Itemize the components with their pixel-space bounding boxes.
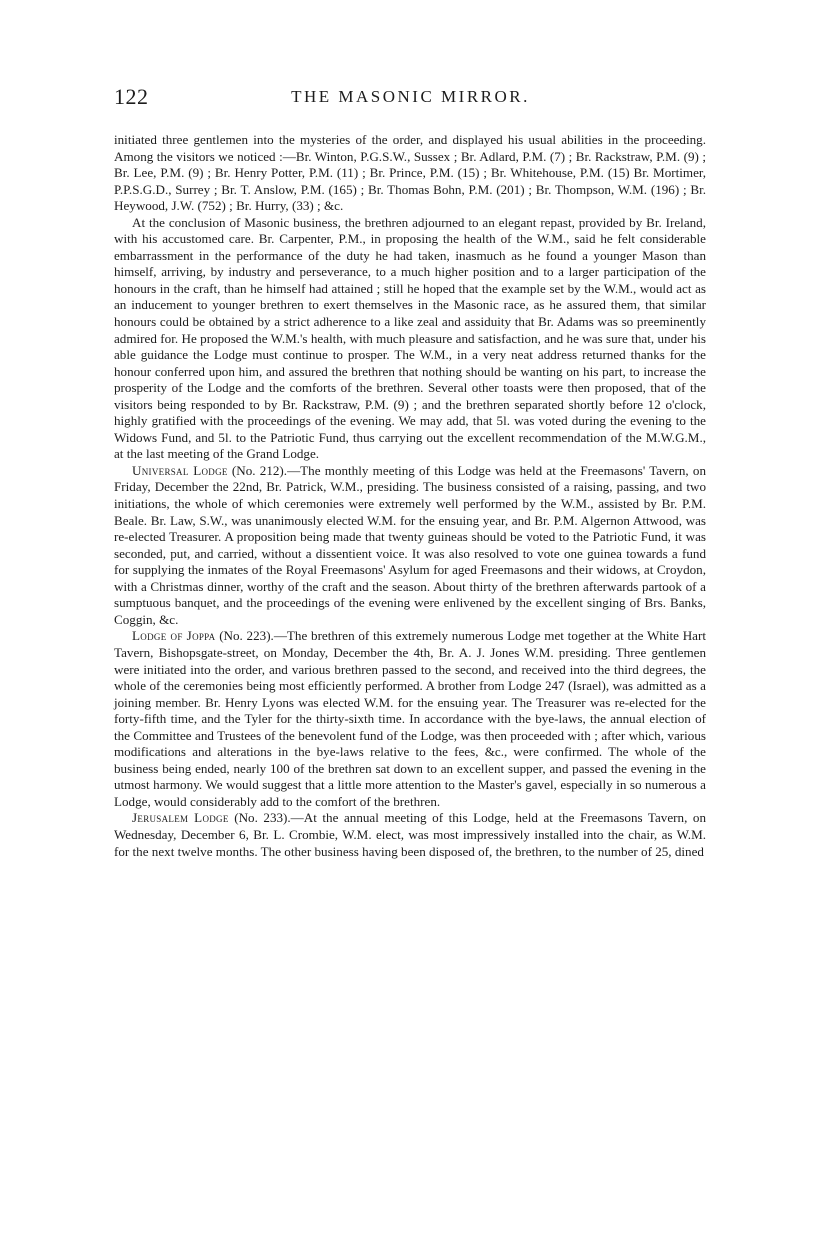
lodge-heading: Lodge of Joppa	[132, 628, 216, 644]
article-body	[114, 132, 706, 860]
page-header	[114, 84, 707, 114]
paragraph-jerusalem-lodge	[114, 810, 706, 860]
lodge-heading: Jerusalem Lodge	[132, 810, 229, 826]
paragraph-text: (No. 233).—At the annual meeting of this Lodge, held at the Freemasons Tavern, on Wednesday, December 6, Br. L. Crombie, W.M. elect, was most impressively installed into the chair, as W.M. for the next twelve months. The other business having been disposed of, the brethren, to the number of 25, dined	[114, 810, 706, 859]
paragraph-visitors	[114, 132, 706, 215]
lodge-heading: Universal Lodge	[132, 462, 228, 478]
paragraph-lodge-of-joppa	[114, 628, 706, 810]
page-number: 122	[114, 84, 149, 109]
paragraph-universal-lodge	[114, 463, 706, 628]
paragraph-repast	[114, 215, 706, 463]
paragraph-text: At the conclusion of Masonic business, the brethren adjourned to an elegant repast, provided by Br. Ireland, with his accustomed care. Br. Carpenter, P.M., in proposing the health of the W.M., said he felt considerable embarrassment in the performance of the duty he had taken, inasmuch as he found a younger Mason than himself, arriving, by industry and perseverance, to a much higher position and to a larger participation of the honours in the craft, than he himself had attained ; still he hoped that the example set by the W.M., would act as an inducement to younger brethren to exert themselves in the Masonic race, as he assured them, that similar honours could be obtained by a strict adherence to a like zeal and assiduity that Br. Adams was so preeminently admired for. He proposed the W.M.'s health, with much pleasure and satisfaction, and he was sure that, under his able guidance the Lodge must continue to prosper. The W.M., in a very neat address returned thanks for the honour conferred upon him, and assured the brethren that nothing should be wanting on his part, to increase the prosperity of the Lodge and the comforts of the brethren. Several other toasts were then proposed, that of the visitors being responded to by Br. Rackstraw, P.M. (9) ; and the brethren separated shortly before 12 o'clock, highly gratified with the proceedings of the evening. We may add, that 5l. was voted during the evening to the Widows Fund, and 5l. to the Patriotic Fund, thus carrying out the excellent recommendation of the M.W.G.M., at the last meeting of the Grand Lodge.	[114, 214, 706, 462]
paragraph-text: (No. 223).—The brethren of this extremely numerous Lodge met together at the White Hart Tavern, Bishopsgate-street, on Monday, December the 4th, Br. A. J. Jones W.M. presiding. Three gentlemen were initiated into the order, and various brethren passed to the second, and received into the third degrees, the whole of the ceremonies being most efficiently performed. A brother from Lodge 247 (Israel), was admitted as a joining member. Br. Henry Lyons was elected W.M. for the ensuing year. The Treasurer was re-elected for the forty-fifth time, and the Tyler for the thirty-sixth time. In accordance with the bye-laws, the annual election of the Committee and Trustees of the benevolent fund of the Lodge, was then proceeded with ; after which, various modifications and alterations in the bye-laws relative to the fees, &c., were confirmed. The whole of the business being ended, nearly 100 of the brethren sat down to an excellent supper, and passed the evening in the utmost harmony. We would suggest that a little more attention to the Master's gavel, especially in so numerous a Lodge, would considerably add to the comfort of the brethren.	[114, 628, 706, 809]
paragraph-text: initiated three gentlemen into the mysteries of the order, and displayed his usual abilities in the proceeding. Among the visitors we noticed :—Br. Winton, P.G.S.W., Sussex ; Br. Adlard, P.M. (7) ; Br. Rackstraw, P.M. (9) ; Br. Lee, P.M. (9) ; Br. Henry Potter, P.M. (11) ; Br. Prince, P.M. (15) ; Br. Whitehouse, P.M. (15) Br. Mortimer, P.P.S.G.D., Surrey ; Br. T. Anslow, P.M. (165) ; Br. Thomas Bohn, P.M. (201) ; Br. Thompson, W.M. (196) ; Br. Heywood, J.W. (752) ; Br. Hurry, (33) ; &c.	[114, 132, 706, 214]
paragraph-text: (No. 212).—The monthly meeting of this Lodge was held at the Freemasons' Tavern, on Friday, December the 22nd, Br. Patrick, W.M., presiding. The business consisted of a raising, passing, and two initiations, the whole of which ceremonies were extremely well performed by the W.M., assisted by Br. P.M. Beale. Br. Law, S.W., was unanimously elected W.M. for the ensuing year, and Br. P.M. Algernon Attwood, was re-elected Treasurer. A proposition being made that twenty guineas should be voted to the Patriotic Fund, it was seconded, put, and carried, without a dissentient voice. It was also resolved to vote one guinea towards a fund for supplying the inmates of the Royal Freemasons' Asylum for aged Freemasons and their widows, at Croydon, with a Christmas dinner, worthy of the craft and the season. About thirty of the brethren afterwards partook of a sumptuous banquet, and the proceedings of the evening were enlivened by the excellent singing of Brs. Banks, Coggin, &c.	[114, 462, 706, 627]
running-title: THE MASONIC MIRROR.	[291, 87, 530, 106]
